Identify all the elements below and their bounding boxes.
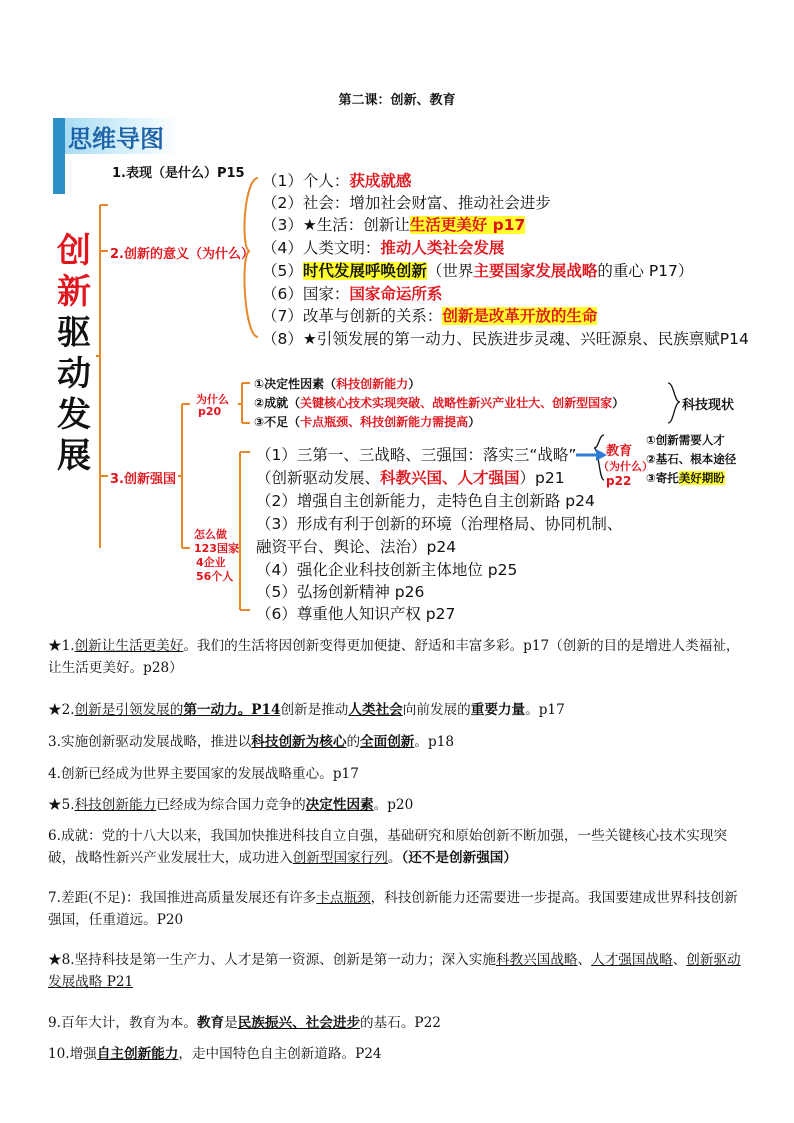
note-3: 3.实施创新驱动发展战略，推进以科技创新为核心的全面创新。p18 [48,734,454,750]
edu-item-3 [646,470,725,486]
page-title: 第二课：创新、教育 [338,93,456,108]
why-item-1 [254,375,420,392]
note-2: ★2.创新是引领发展的第一动力。P14创新是推动人类社会向前发展的重要力量。p17 [48,702,565,718]
meaning-5-text: （世界 [426,262,474,280]
how-item-3b: 融资平台、舆论、法治）p24 [256,538,457,556]
meaning-4-key: 推动人类社会发展 [380,239,505,257]
how-item-3: （3）形成有利于创新的环境（治理格局、协同机制、 [256,515,623,533]
why-item-3 [254,413,480,430]
why-2-text: ②成就（ [254,396,301,410]
note-10: 10.增强自主创新能力，走中国特色自主创新道路。P24 [48,1046,382,1062]
meaning-3-text: （3）★生活：创新让 [262,216,410,234]
how-1b-key: 科教兴国、人才强国 [380,469,520,487]
branch-1-label: 1.表现（是什么）P15 [112,166,245,181]
meaning-item-8 [262,327,749,349]
meaning-item-7 [262,304,597,326]
meaning-7-text: （7）改革与创新的关系： [262,307,443,325]
note-8: ★8.坚持科技是第一生产力、人才是第一资源、创新是第一动力；深入实施科教兴国战略、人才强国战略、创新驱动发展战略 P21 [48,952,741,990]
edu-label-1: 教育 [606,444,633,459]
meaning-6-key: 国家命运所系 [349,285,443,303]
edu-3-key: 美好期盼 [678,471,725,485]
how-item-4: （4）强化企业科技创新主体地位 p25 [256,561,518,579]
central-char-4: 动 [57,354,91,394]
how-1b-tail: ）p21 [519,469,565,487]
meaning-5-num: （5） [262,262,303,280]
meaning-7-key: 创新是改革开放的生命 [442,307,598,325]
meaning-4-text: （4）人类文明： [262,239,381,257]
how-item-2: （2）增强自主创新能力，走特色自主创新路 p24 [256,492,595,510]
meaning-item-4 [262,236,504,258]
why-2-close: ） [612,396,625,410]
central-char-3: 驱 [57,313,91,353]
meaning-5-tail: 的重心 P17） [597,262,694,280]
meaning-5-key2: 主要国家发展战略 [473,262,598,280]
edu-label-2: （为什么） [598,460,653,473]
branch-2-label: 2.创新的意义（为什么） [110,247,254,262]
why-3-text: ③不足（ [254,415,301,429]
tech-status-label: 科技现状 [682,398,735,413]
how-label-3: 4企业 [196,556,226,569]
meaning-5-key: 时代发展呼唤创新 [302,262,427,280]
how-1b-text: （创新驱动发展、 [256,469,381,487]
why-3-key: 卡点瓶颈、科技创新能力需提高 [300,415,469,429]
why-item-2 [254,394,624,411]
note-9: 9.百年大计，教育为本。教育是民族振兴、社会进步的基石。P22 [48,1015,441,1031]
why-label-2: p20 [198,405,222,418]
why-label-1: 为什么 [196,393,229,406]
edu-item-2: ②基石、根本途径 [646,452,737,466]
central-char-1: 创 [57,231,91,271]
how-item-1b [256,466,565,488]
why-1-close: ） [408,377,421,391]
central-char-5: 发 [57,395,91,435]
note-4: 4.创新已经成为世界主要国家的发展战略重心。p17 [48,766,359,782]
meaning-1-key: 获成就感 [349,172,412,190]
meaning-item-3 [262,213,525,235]
how-item-6: （6）尊重他人知识产权 p27 [256,605,456,623]
meaning-item-1 [262,169,411,191]
why-2-key: 关键核心技术实现突破、战略性新兴产业壮大、创新型国家 [300,396,613,410]
edu-item-1: ①创新需要人才 [646,433,725,447]
how-label-2: 123国家 [194,542,239,555]
note-7: 7.差距(不足)：我国推进高质量发展还有许多卡点瓶颈，科技创新能力还需要进一步提高。我国要建成世界科技创新强国，任重道远。P20 [48,890,738,928]
why-1-text: ①决定性因素（ [254,377,337,391]
central-char-6: 展 [57,436,91,476]
meaning-1-text: （1）个人： [262,172,350,190]
edu-label-3: p22 [606,474,632,488]
how-1-text: （1）三第一、三战略、三强国：落实三“战略” [256,446,577,464]
why-1-key: 科技创新能力 [336,377,409,391]
central-char-2: 新 [57,272,91,312]
branch-3-label: 3.创新强国 [110,472,176,487]
meaning-item-6 [262,282,442,304]
why-3-close: ） [468,415,481,429]
how-item-5: （5）弘扬创新精神 p26 [256,583,425,601]
how-label-1: 怎么做 [194,528,227,541]
edu-3-text: ③寄托 [646,471,679,485]
meaning-item-2 [262,191,551,213]
how-label-4: 56个人 [196,570,234,583]
note-6: 6.成就：党的十八大以来，我国加快推进科技自立自强，基础研究和原始创新不断加强，一些关键核心技术实现突破，战略性新兴产业发展壮大，成功进入创新型国家行列。（还不是创新强国） [48,828,728,866]
meaning-6-text: （6）国家： [262,285,350,303]
meaning-2-text: （2）社会：增加社会财富、推动社会进步 [262,194,551,212]
meaning-8-text: （8）★引领发展的第一动力、民族进步灵魂、兴旺源泉、民族禀赋P14 [262,330,749,348]
note-5: ★5.科技创新能力已经成为综合国力竞争的决定性因素。p20 [48,797,414,813]
note-1: ★1.创新让生活更美好。我们的生活将因创新变得更加便捷、舒适和丰富多彩。p17（创新的目的是增进人类福祉，让生活更美好。p28） [48,638,740,676]
how-item-1 [256,443,576,465]
meaning-3-key: 生活更美好 p17 [409,216,526,234]
mind-map-heading: 思维导图 [68,125,164,153]
meaning-item-5 [262,259,693,281]
